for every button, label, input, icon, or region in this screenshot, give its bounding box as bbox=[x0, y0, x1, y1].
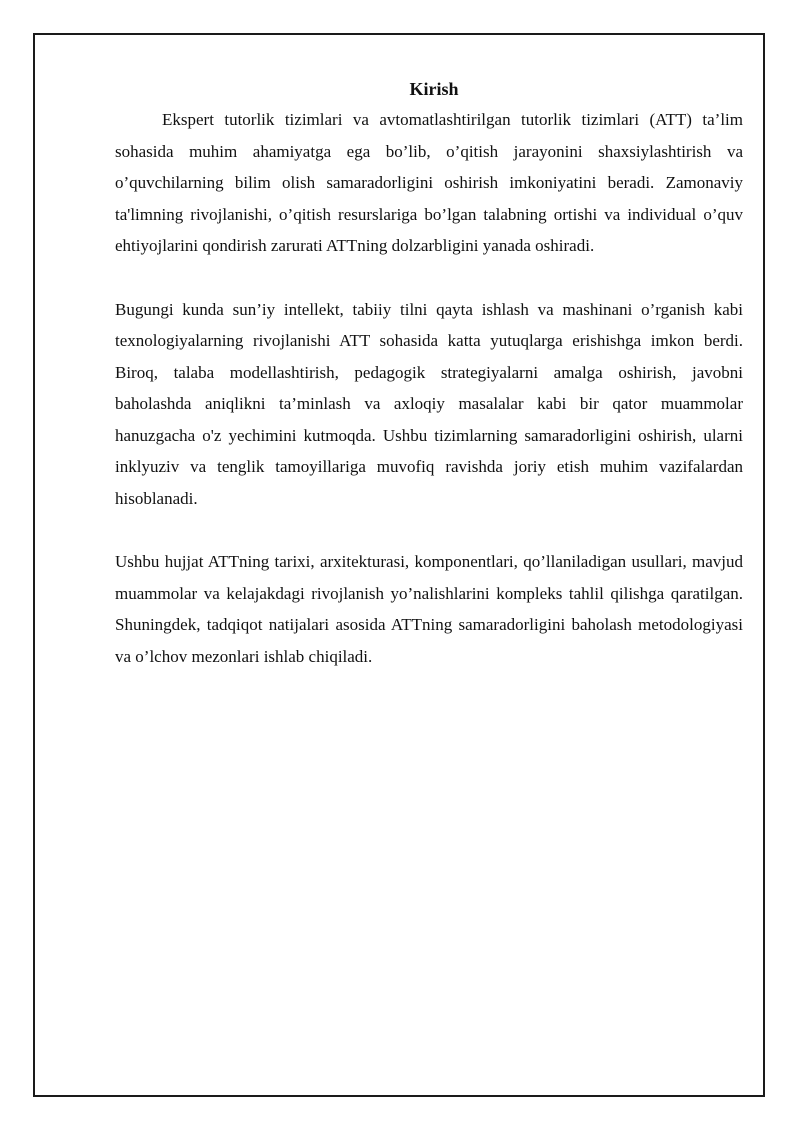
document-body bbox=[115, 76, 743, 672]
paragraph-2: Bugungi kunda sun’iy intellekt, tabiiy tilni qayta ishlash va mashinani o’rganish kabi texnologiyalarning rivojlanishi ATT sohasida katta yutuqlarga erishishga imkon berdi. Biroq, talaba modellashtirish, pedagogik strategiyalarni amalga oshirish, javobni baholashda aniqlikni ta’minlash va axloqiy masalalar kabi bir qator muammolar hanuzgacha o'z yechimini kutmoqda. Ushbu tizimlarning samaradorligini oshirish, ularni inklyuziv va tenglik tamoyillariga muvofiq ravishda joriy etish muhim vazifalardan hisoblanadi. bbox=[115, 299, 743, 508]
paragraph-1: Ekspert tutorlik tizimlari va avtomatlashtirilgan tutorlik tizimlari (ATT) ta’lim sohasida muhim ahamiyatga ega bo’lib, o’qitish jarayonini shaxsiylashtirish va o’quvchilarning bilim olish samaradorligini oshirish imkoniyatini beradi. Zamonaviy ta'limning rivojlanishi, o’qitish resurslariga bo’lgan talabning ortishi va individual o’quv ehtiyojlarini qondirish zarurati ATTning dolzarbligini yanada oshiradi. bbox=[115, 110, 743, 255]
paragraph-3: Ushbu hujjat ATTning tarixi, arxitekturasi, komponentlari, qo’llaniladigan usullari, mavjud muammolar va kelajakdagi rivojlanish yo’nalishlarini kompleks tahlil qilishga qaratilgan. Shuningdek, tadqiqot natijalari asosida ATTning samaradorligini baholash metodologiyasi va o’lchov mezonlari ishlab chiqiladi. bbox=[115, 552, 743, 666]
document-title: Kirish bbox=[409, 79, 459, 99]
